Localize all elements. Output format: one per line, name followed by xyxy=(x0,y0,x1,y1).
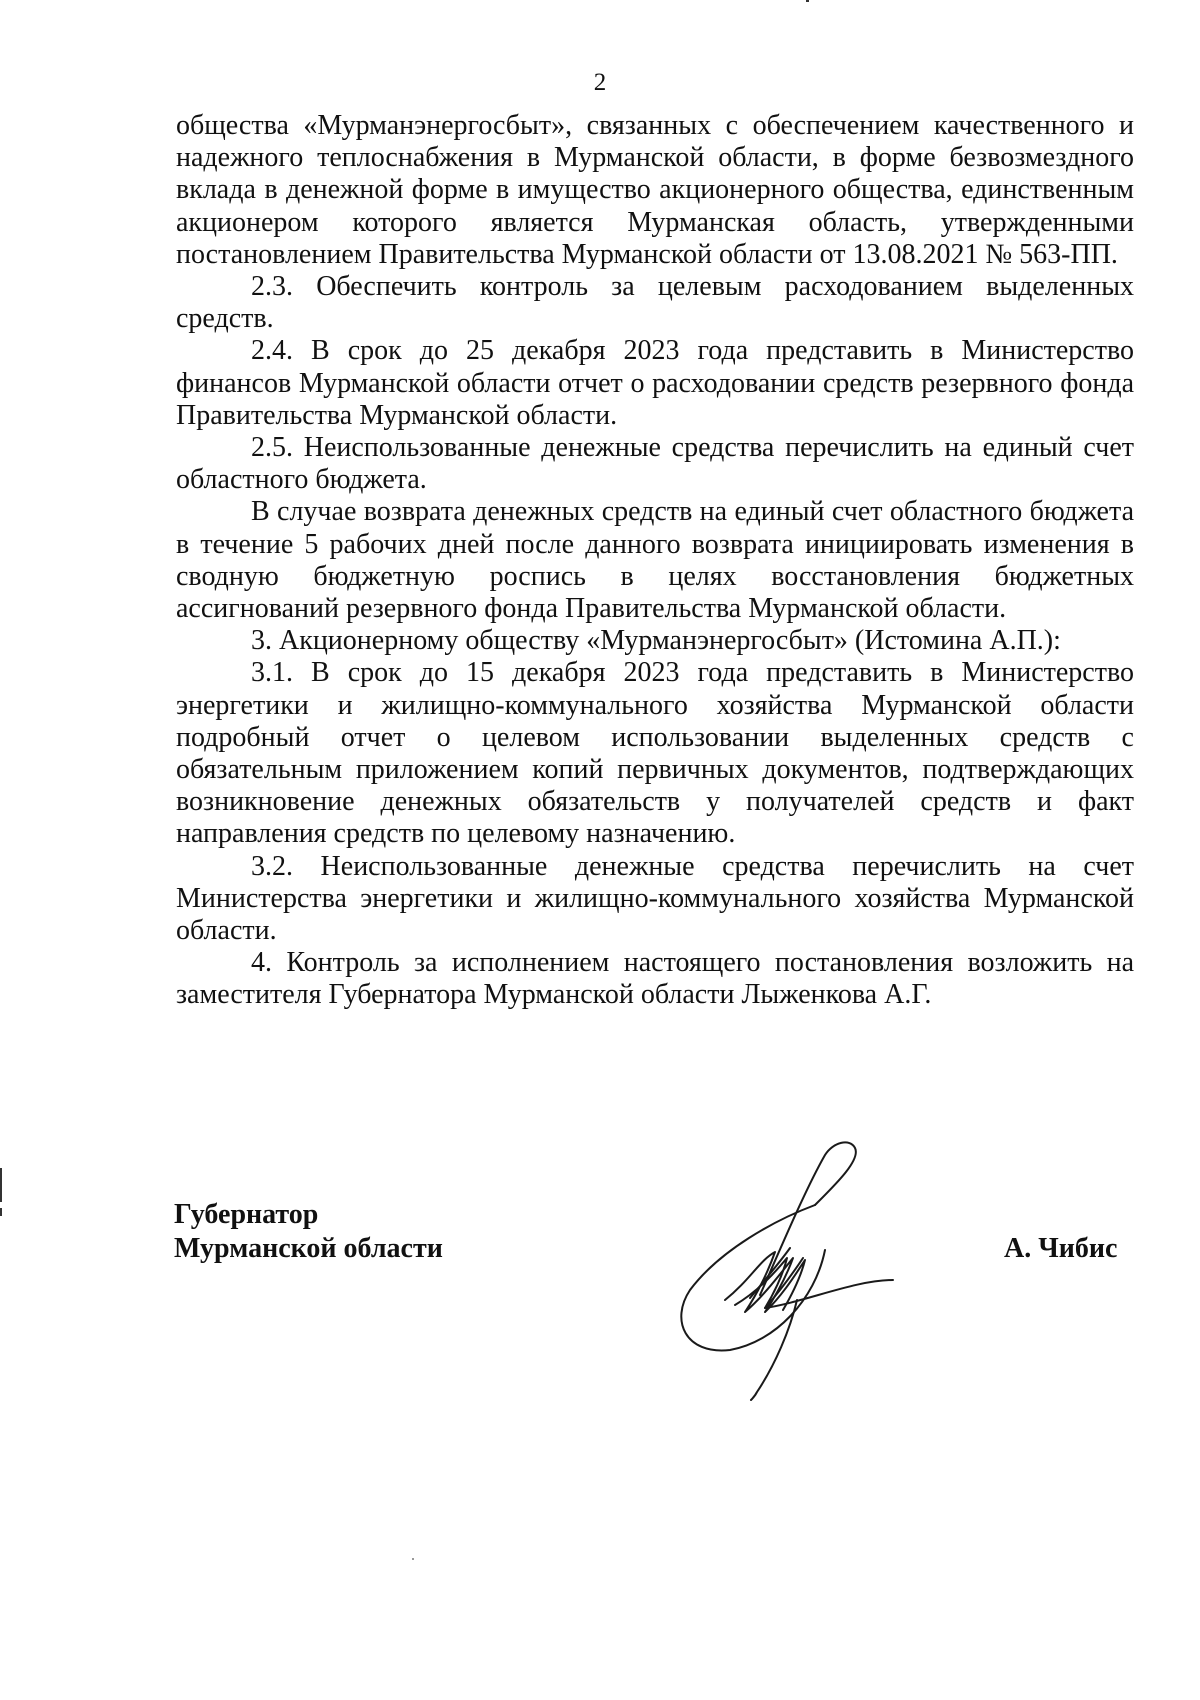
paragraph-2-5: 2.5. Неиспользованные денежные средства перечислить на единый счет областного бюджета. xyxy=(176,432,1134,496)
paragraph-3-2: 3.2. Неиспользованные денежные средства перечислить на счет Министерства энергетики и жилищно-коммунального хозяйства Мурманской области. xyxy=(176,850,1134,947)
paragraph-3-1: 3.1. В срок до 15 декабря 2023 года представить в Министерство энергетики и жилищно-коммунального хозяйства Мурманской области подробный отчет о целевом использовании выделенных средств с обязательным приложением копий первичных документов, подтверждающих возникновение денежных обязательств у получателей средств и факт направления средств по целевому назначению. xyxy=(176,657,1134,850)
document-body xyxy=(176,110,1134,1012)
scan-dot-mark xyxy=(412,1558,414,1560)
paragraph-2-4: 2.4. В срок до 25 декабря 2023 года представить в Министерство финансов Мурманской области отчет о расходовании средств резервного фонда Правительства Мурманской области. xyxy=(176,335,1134,431)
paragraph-2-3: 2.3. Обеспечить контроль за целевым расходованием выделенных средств. xyxy=(176,271,1134,335)
scan-top-mark xyxy=(806,0,809,2)
scan-margin-mark xyxy=(0,1208,2,1216)
paragraph-3: 3. Акционерному обществу «Мурманэнергосбыт» (Истомина А.П.): xyxy=(251,625,1061,657)
scan-margin-mark xyxy=(0,1168,2,1202)
signatory-name: А. Чибис xyxy=(1004,1233,1118,1264)
signatory-position xyxy=(174,1198,443,1266)
signatory-position-line2: Мурманской области xyxy=(174,1233,443,1264)
signatory-position-line1: Губернатор xyxy=(174,1199,319,1230)
paragraph-refund-note: В случае возврата денежных средств на единый счет областного бюджета в течение 5 рабочих дней после данного возврата инициировать изменения в сводную бюджетную роспись в целях восстановления бюджетных ассигнований резервного фонда Правительства Мурманской области. xyxy=(176,496,1134,625)
page-number: 2 xyxy=(593,69,607,96)
handwritten-signature-icon xyxy=(665,1130,965,1420)
paragraph-continuation: общества «Мурманэнергосбыт», связанных с обеспечением качественного и надежного теплоснабжения в Мурманской области, в форме безвозмездного вклада в денежной форме в имущество акционерного общества, единственным акционером которого является Мурманская область, утвержденными постановлением Правительства Мурманской области от 13.08.2021 № 563-ПП. xyxy=(176,110,1134,270)
paragraph-4: 4. Контроль за исполнением настоящего постановления возложить на заместителя Губернатора Мурманской области Лыженкова А.Г. xyxy=(176,947,1134,1011)
